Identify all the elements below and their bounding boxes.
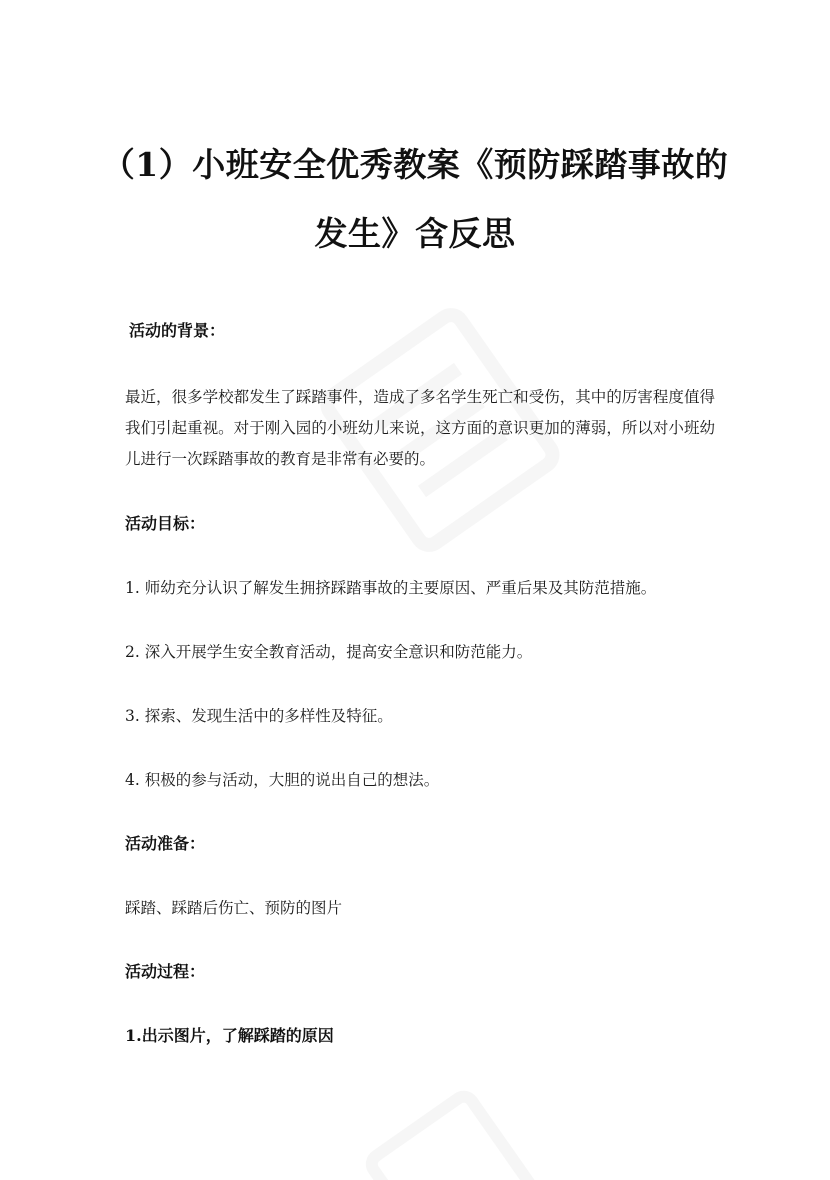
background-text: 最近，很多学校都发生了踩踏事件，造成了多名学生死亡和受伤，其中的厉害程度值得我们引起重视。对于刚入园的小班幼儿来说，这方面的意识更加的薄弱，所以对小班幼儿进行一次踩踏事故的教育是非常有必要的。 bbox=[125, 388, 715, 468]
watermark-logo-bottom bbox=[340, 1080, 540, 1180]
goal-item-1: 1. 师幼充分认识了解发生拥挤踩踏事故的主要原因、严重后果及其防范措施。 bbox=[125, 579, 657, 597]
goals-heading: 活动目标： bbox=[125, 514, 206, 533]
prep-heading: 活动准备： bbox=[125, 834, 206, 853]
process-heading: 活动过程： bbox=[125, 962, 206, 981]
goal-item-2: 2. 深入开展学生安全教育活动，提高安全意识和防范能力。 bbox=[125, 643, 533, 661]
background-heading: 活动的背景： bbox=[129, 321, 226, 340]
prep-text: 踩踏、踩踏后伤亡、预防的图片 bbox=[125, 899, 343, 917]
title-line-1: （1）小班安全优秀教案《预防踩踏事故的 bbox=[101, 145, 729, 185]
process-step-1: 1.出示图片，了解踩踏的原因 bbox=[125, 1026, 334, 1045]
goal-item-4: 4. 积极的参与活动，大胆的说出自己的想法。 bbox=[125, 771, 440, 789]
document-title bbox=[80, 130, 750, 268]
document-body bbox=[125, 318, 715, 1049]
title-line-2: 发生》含反思 bbox=[314, 214, 516, 254]
goal-item-3: 3. 探索、发现生活中的多样性及特征。 bbox=[125, 707, 393, 725]
